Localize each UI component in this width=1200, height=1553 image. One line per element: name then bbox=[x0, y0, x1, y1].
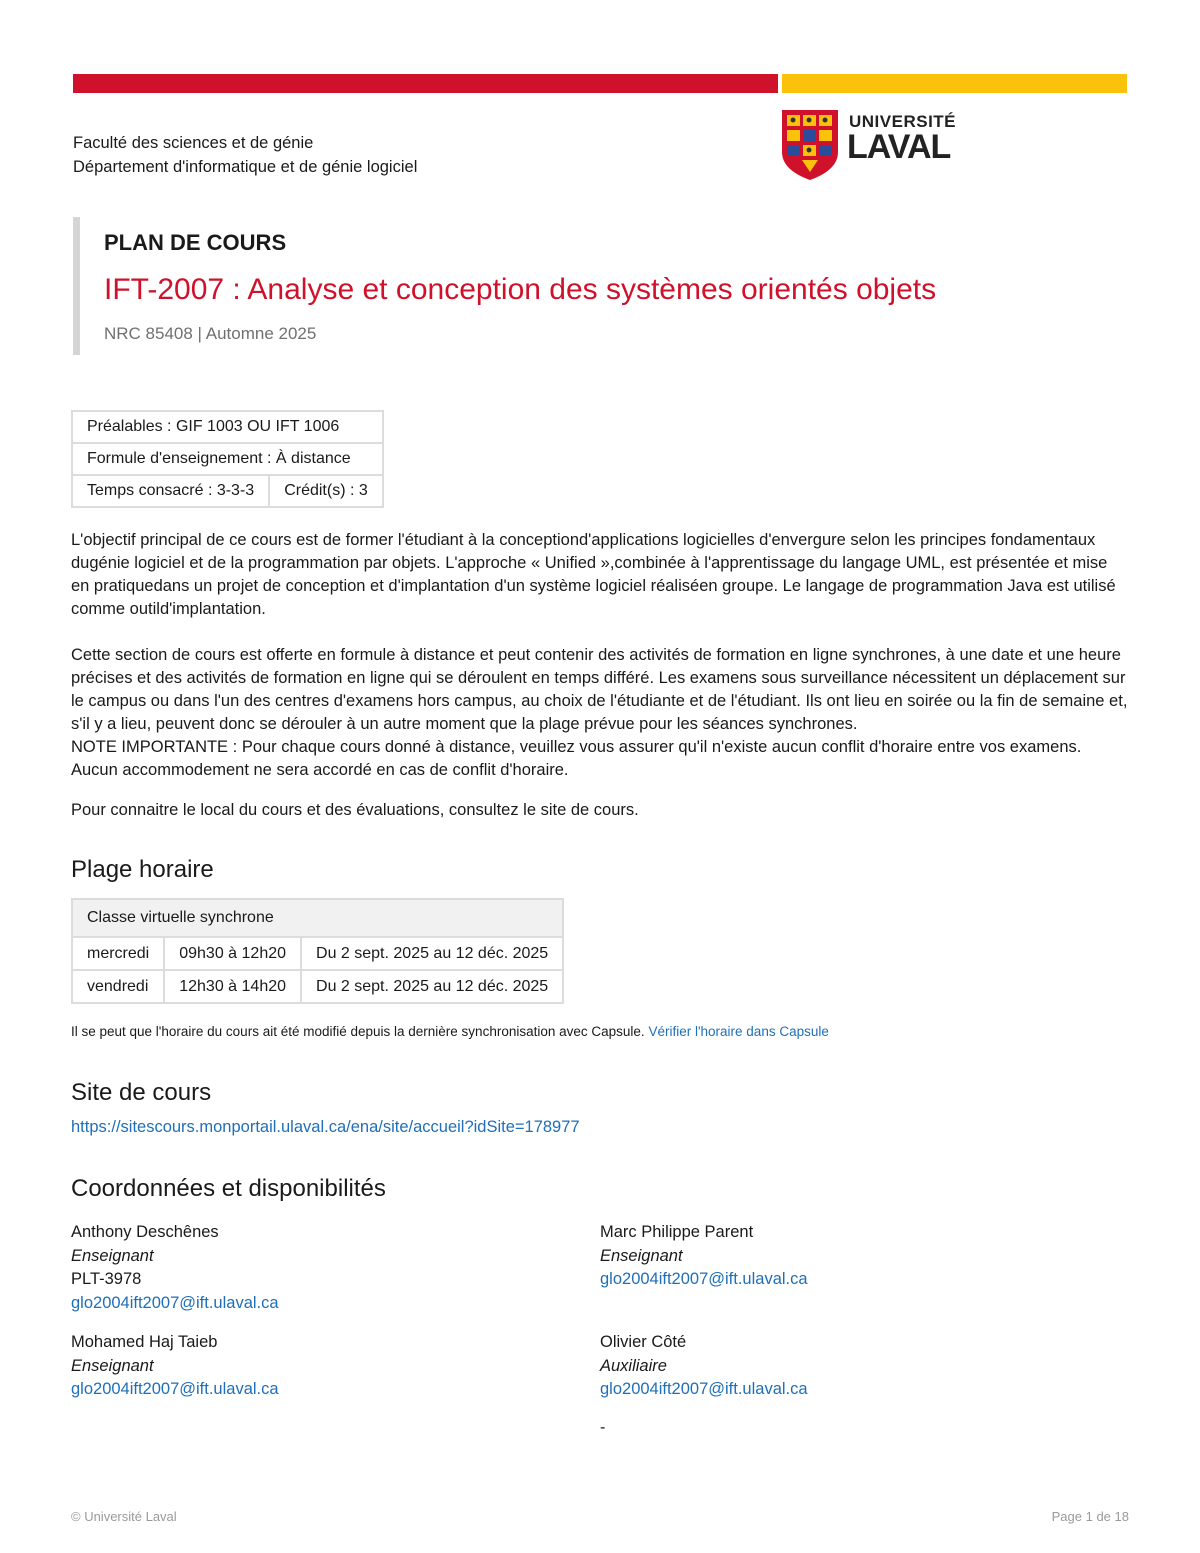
contact-card bbox=[71, 1221, 279, 1315]
contact-office: PLT-3978 bbox=[71, 1270, 142, 1288]
schedule-day: mercredi bbox=[72, 937, 164, 970]
objective-paragraph: L'objectif principal de ce cours est de former l'étudiant à la conceptiond'applications logicielles d'envergure selon les principes fondamentaux dugénie logiciel et de la programmation par objets. L'approche « Unified »,combinée à l'apprentissage du langage UML, est présentée et mise en pratiquedans un projet de conception et d'implantation d'un système logiciel réaliséen groupe. Le langage de programmation Java est utilisé comme outild'implantation. bbox=[71, 531, 1116, 618]
logo-text-laval: LAVAL bbox=[847, 128, 951, 166]
footer-page-number: Page 1 de 18 bbox=[1051, 1509, 1129, 1524]
contact-email-link[interactable]: glo2004ift2007@ift.ulaval.ca bbox=[71, 1293, 279, 1312]
important-note: NOTE IMPORTANTE : Pour chaque cours donné à distance, veuillez vous assurer qu'il n'existe aucun conflit d'horaire entre vos examens. Aucun accommodement ne sera accordé en cas de conflit d'horaire. bbox=[71, 738, 1082, 779]
course-title: IFT-2007 : Analyse et conception des systèmes orientés objets bbox=[104, 273, 937, 306]
header-yellow-bar bbox=[782, 74, 1127, 93]
contact-role: Auxiliaire bbox=[600, 1356, 667, 1375]
contacts-heading: Coordonnées et disponibilités bbox=[71, 1175, 386, 1202]
faculty-name: Faculté des sciences et de génie bbox=[73, 134, 314, 152]
contact-name: Olivier Côté bbox=[600, 1333, 687, 1351]
crest-icon bbox=[780, 108, 840, 182]
header-red-bar bbox=[73, 74, 778, 93]
contact-email-link[interactable]: glo2004ift2007@ift.ulaval.ca bbox=[600, 1270, 808, 1288]
course-subtitle: NRC 85408 | Automne 2025 bbox=[104, 324, 317, 343]
universite-laval-logo bbox=[780, 108, 980, 184]
schedule-heading: Plage horaire bbox=[71, 856, 214, 883]
footer-copyright: © Université Laval bbox=[71, 1509, 177, 1524]
course-site-heading: Site de cours bbox=[71, 1079, 212, 1106]
contact-role: Enseignant bbox=[71, 1356, 154, 1375]
schedule-period: Du 2 sept. 2025 au 12 déc. 2025 bbox=[301, 937, 563, 970]
contact-email-link[interactable]: glo2004ift2007@ift.ulaval.ca bbox=[600, 1380, 808, 1398]
title-block bbox=[73, 217, 1098, 355]
verify-schedule-link[interactable]: Vérifier l'horaire dans Capsule bbox=[648, 1024, 829, 1039]
distance-paragraph: Cette section de cours est offerte en formule à distance et peut contenir des activités de formation en ligne synchrones, à une date et une heure précises et des activités de formation en ligne qui se déroulent en temps différé. Les examens sous surveillance nécessitent un déplacement sur le campus ou dans l'un des centres d'examens hors campus, au choix de l'étudiante et de l'étudiant. Ils ont lieu en soirée ou la fin de semaine et, s'il y a lieu, peuvent donc se dérouler à un autre moment que la plage prévue pour les séances synchrones. bbox=[71, 646, 1128, 733]
table-row bbox=[72, 937, 563, 970]
teaching-formula-cell: Formule d'enseignement : À distance bbox=[72, 443, 383, 475]
contact-name: Marc Philippe Parent bbox=[600, 1223, 754, 1241]
table-row bbox=[72, 970, 563, 1003]
schedule-time: 09h30 à 12h20 bbox=[164, 937, 301, 970]
contact-email-link[interactable]: glo2004ift2007@ift.ulaval.ca bbox=[71, 1380, 279, 1398]
trailing-dash: - bbox=[600, 1419, 606, 1436]
credits-cell: Crédit(s) : 3 bbox=[269, 475, 383, 507]
time-allocated-cell: Temps consacré : 3-3-3 bbox=[72, 475, 269, 507]
schedule-period: Du 2 sept. 2025 au 12 déc. 2025 bbox=[301, 970, 563, 1003]
contact-role: Enseignant bbox=[600, 1246, 683, 1265]
schedule-note-text: Il se peut que l'horaire du cours ait été modifié depuis la dernière synchronisation avec Capsule. bbox=[71, 1024, 645, 1039]
schedule-day: vendredi bbox=[72, 970, 164, 1003]
contact-name: Anthony Deschênes bbox=[71, 1223, 219, 1241]
contact-name: Mohamed Haj Taieb bbox=[71, 1333, 218, 1351]
schedule-note bbox=[71, 1024, 829, 1039]
logo-text-universite: UNIVERSITÉ bbox=[849, 112, 957, 131]
plan-de-cours-label: PLAN DE COURS bbox=[104, 230, 287, 255]
department-name: Département d'informatique et de génie logiciel bbox=[73, 158, 418, 176]
contact-role: Enseignant bbox=[71, 1246, 154, 1265]
prerequisites-cell: Préalables : GIF 1003 OU IFT 1006 bbox=[72, 411, 383, 443]
distance-section bbox=[71, 644, 1129, 782]
schedule-time: 12h30 à 14h20 bbox=[164, 970, 301, 1003]
contact-card bbox=[600, 1331, 808, 1402]
schedule-type-cell: Classe virtuelle synchrone bbox=[72, 899, 563, 937]
course-site-link[interactable]: https://sitescours.monportail.ulaval.ca/ena/site/accueil?idSite=178977 bbox=[71, 1118, 580, 1136]
faculty-block bbox=[73, 131, 417, 179]
local-paragraph: Pour connaitre le local du cours et des évaluations, consultez le site de cours. bbox=[71, 801, 639, 819]
course-info-table bbox=[71, 410, 384, 508]
contact-card bbox=[600, 1221, 808, 1292]
contact-card bbox=[71, 1331, 279, 1402]
schedule-table bbox=[71, 898, 564, 1004]
